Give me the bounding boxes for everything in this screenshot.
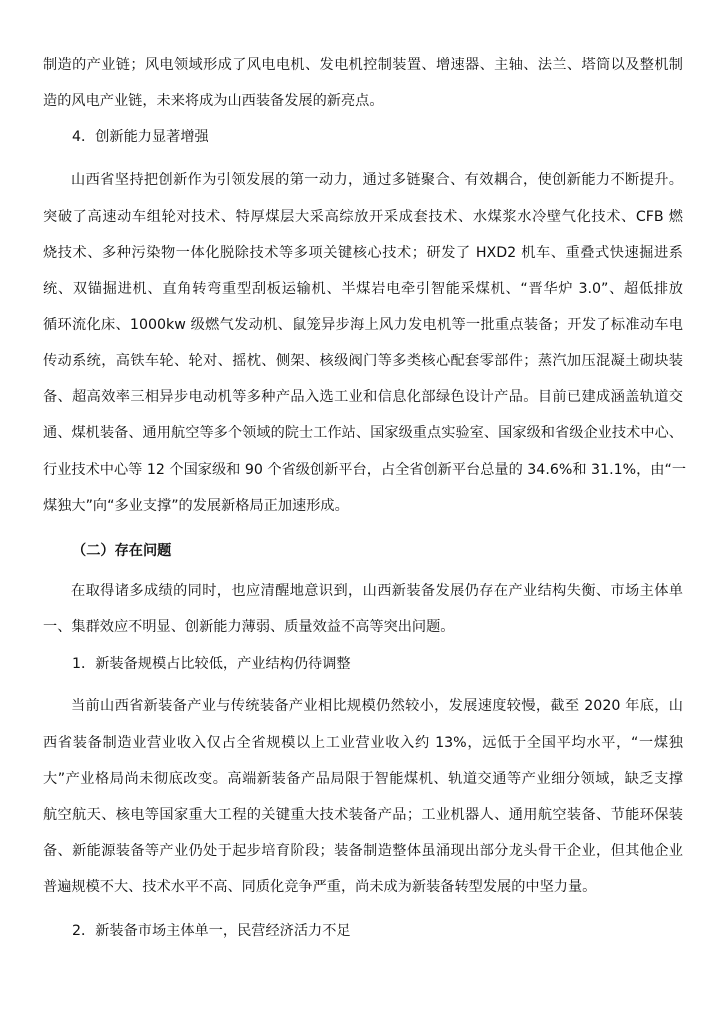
paragraph-line: 一、集群效应不明显、创新能力薄弱、质量效益不高等突出问题。 — [43, 619, 455, 635]
paragraph-line: 统、双锚掘进机、直角转弯重型刮板运输机、半煤岩电牵引智能采煤机、“晋华炉 3.0”、超低排放 — [43, 281, 683, 297]
paragraph-line: 制造的产业链；风电领域形成了风电电机、发电机控制装置、增速器、主轴、法兰、塔筒以及整机制 — [43, 57, 683, 73]
paragraph-line: 在取得诸多成绩的同时，也应清醒地意识到，山西新装备发展仍存在产业结构失衡、市场主体单 — [71, 583, 683, 599]
paragraph-line: 突破了高速动车组轮对技术、特厚煤层大采高综放开采成套技术、水煤浆水冷壁气化技术、CFB 燃 — [43, 209, 683, 225]
paragraph-line: 山西省坚持把创新作为引领发展的第一动力，通过多链聚合、有效耦合，使创新能力不断提升。 — [71, 172, 683, 188]
paragraph-line: 普遍规模不大、技术水平不高、同质化竞争严重，尚未成为新装备转型发展的中坚力量。 — [43, 879, 597, 895]
paragraph-line: 大”产业格局尚未彻底改变。高端新装备产品局限于智能煤机、轨道交通等产业细分领域，缺乏支撑 — [43, 771, 683, 787]
paragraph-line: 传动系统，高铁车轮、轮对、摇枕、侧架、核级阀门等多类核心配套零部件；蒸汽加压混凝土砌块装 — [43, 353, 683, 369]
paragraph-line: 煤独大”向“多业支撑”的发展新格局正加速形成。 — [43, 498, 349, 514]
paragraph-line: 备、新能源装备等产业仍处于起步培育阶段；装备制造整体虽涌现出部分龙头骨干企业，但其他企业 — [43, 843, 683, 859]
section-heading: 4．创新能力显著增强 — [72, 129, 209, 145]
paragraph-line: 通、煤机装备、通用航空等多个领域的院士工作站、国家级重点实验室、国家级和省级企业技术中心、 — [43, 425, 683, 441]
paragraph-line: 当前山西省新装备产业与传统装备产业相比规模仍然较小，发展速度较慢，截至 2020 年底，山 — [71, 698, 683, 714]
paragraph-line: 西省装备制造业营业收入仅占全省规模以上工业营业收入约 13%，远低于全国平均水平，“一煤独 — [43, 735, 683, 751]
paragraph-line: 行业技术中心等 12 个国家级和 90 个省级创新平台，占全省创新平台总量的 34.6%和 31.1%，由“一 — [43, 462, 687, 478]
paragraph-line: 航空航天、核电等国家重大工程的关键重大技术装备产品；工业机器人、通用航空装备、节能环保装 — [43, 807, 683, 823]
paragraph-line: 循环流化床、1000kw 级燃气发动机、鼠笼异步海上风力发电机等一批重点装备；开发了标准动车电 — [43, 317, 683, 333]
subsection-heading: （二）存在问题 — [72, 543, 172, 559]
paragraph-line: 烧技术、多种污染物一体化脱除技术等多项关键核心技术；研发了 HXD2 机车、重叠式快速掘进系 — [43, 245, 683, 261]
paragraph-line: 造的风电产业链，未来将成为山西装备发展的新亮点。 — [43, 93, 384, 109]
section-heading: 1．新装备规模占比较低，产业结构仍待调整 — [72, 656, 351, 672]
paragraph-line: 备、超高效率三相异步电动机等多种产品入选工业和信息化部绿色设计产品。目前已建成涵盖轨道交 — [43, 389, 683, 405]
section-heading: 2．新装备市场主体单一，民营经济活力不足 — [72, 923, 351, 939]
